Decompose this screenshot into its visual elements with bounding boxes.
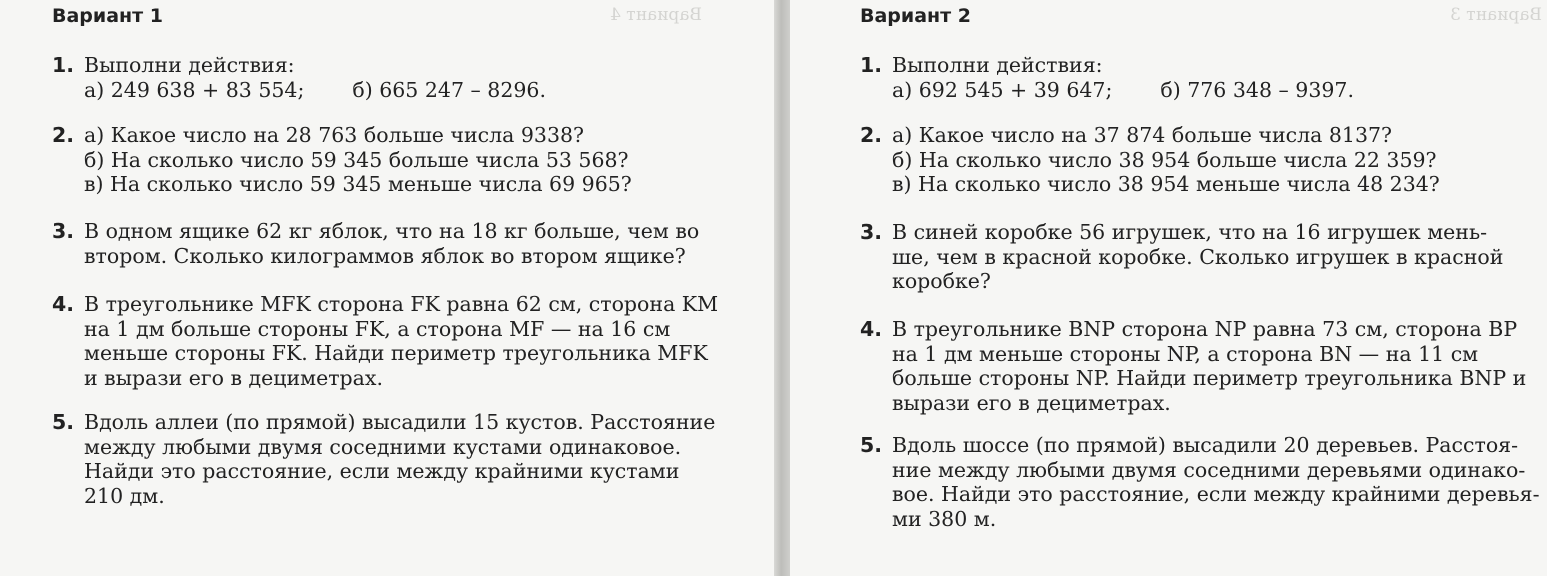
variant-2-title: Вариант 2 [860,5,972,27]
task-line: В треугольнике BNP сторона NP равна 73 см, сторона BP [892,317,1518,341]
task-number: 4. [52,292,75,316]
task-line: б) На сколько число 38 954 больше числа 22 359? [892,147,1437,172]
v2-task-3 [860,220,1503,294]
v2-task-1 [860,53,1354,102]
task-line: а) 249 638 + 83 554; [84,77,305,102]
task-number: 2. [860,123,883,147]
task-line: на 1 дм меньше стороны NP, а сторона BN — на 11 см [892,341,1479,366]
v2-task-5 [860,433,1540,531]
task-line: Вдоль шоссе (по прямой) высадили 20 деревьев. Расстоя- [892,433,1519,457]
right-page [790,0,1547,576]
task-line: Выполни действия: [84,53,295,77]
task-line: коробке? [892,269,991,293]
task-number: 2. [52,123,75,147]
task-line: больше стороны NP. Найди периметр треугольника BNP и [892,366,1527,390]
task-line: вырази его в дециметрах. [892,390,1171,415]
task-line: В треугольнике MFK сторона FK равна 62 см, сторона KM [84,292,719,316]
task-line: а) Какое число на 28 763 больше числа 9338? [84,123,585,147]
task-number: 1. [860,53,883,77]
task-line: ние между любыми двумя соседними деревьями одинако- [892,457,1526,482]
task-line: в) На сколько число 38 954 меньше числа 48 234? [892,172,1440,196]
task-line: в) На сколько число 59 345 меньше числа 69 965? [84,172,632,196]
task-line: а) 692 545 + 39 647; [892,77,1113,102]
task-line: Выполни действия: [892,53,1103,77]
task-line: на 1 дм больше стороны FK, а сторона MF — на 16 см [84,316,671,341]
task-line: меньше стороны FK. Найди периметр треугольника MFK [84,341,708,365]
task-line: б) На сколько число 59 345 больше числа 53 568? [84,147,629,172]
v1-task-4 [52,292,718,390]
task-line: В синей коробке 56 игрушек, что на 16 игрушек мень- [892,220,1488,244]
task-line: б) 776 348 – 9397. [1160,77,1354,102]
bleed-through-text: Вариант 4 [610,5,702,25]
task-line: ми 380 м. [892,506,997,531]
v1-task-2 [52,123,632,197]
task-line: втором. Сколько килограммов яблок во втором ящике? [84,243,686,268]
book-gutter [774,0,790,576]
task-line: Вдоль аллеи (по прямой) высадили 15 кустов. Расстояние [84,410,716,434]
task-line: 210 дм. [84,483,165,508]
task-number: 3. [860,220,883,244]
v2-task-2 [860,123,1440,197]
v1-task-3 [52,219,699,268]
task-line: Найди это расстояние, если между крайними кустами [84,459,680,483]
task-number: 4. [860,317,883,341]
task-line: между любыми двумя соседними кустами одинаковое. [84,434,682,459]
task-line: вое. Найди это расстояние, если между крайними деревья- [892,482,1540,506]
task-number: 3. [52,219,75,243]
v1-task-1 [52,53,546,102]
task-number: 5. [860,433,883,457]
task-number: 1. [52,53,75,77]
task-line: б) 665 247 – 8296. [352,77,546,102]
task-number: 5. [52,410,75,434]
v1-task-5 [52,410,715,508]
v2-task-4 [860,317,1526,415]
task-line: ше, чем в красной коробке. Сколько игрушек в красной [892,244,1504,269]
task-line: В одном ящике 62 кг яблок, что на 18 кг больше, чем во [84,219,700,243]
bleed-through-text: Вариант 3 [1450,5,1542,25]
task-line: и вырази его в дециметрах. [84,365,383,390]
variant-1-title: Вариант 1 [52,5,164,27]
task-line: а) Какое число на 37 874 больше числа 8137? [892,123,1393,147]
